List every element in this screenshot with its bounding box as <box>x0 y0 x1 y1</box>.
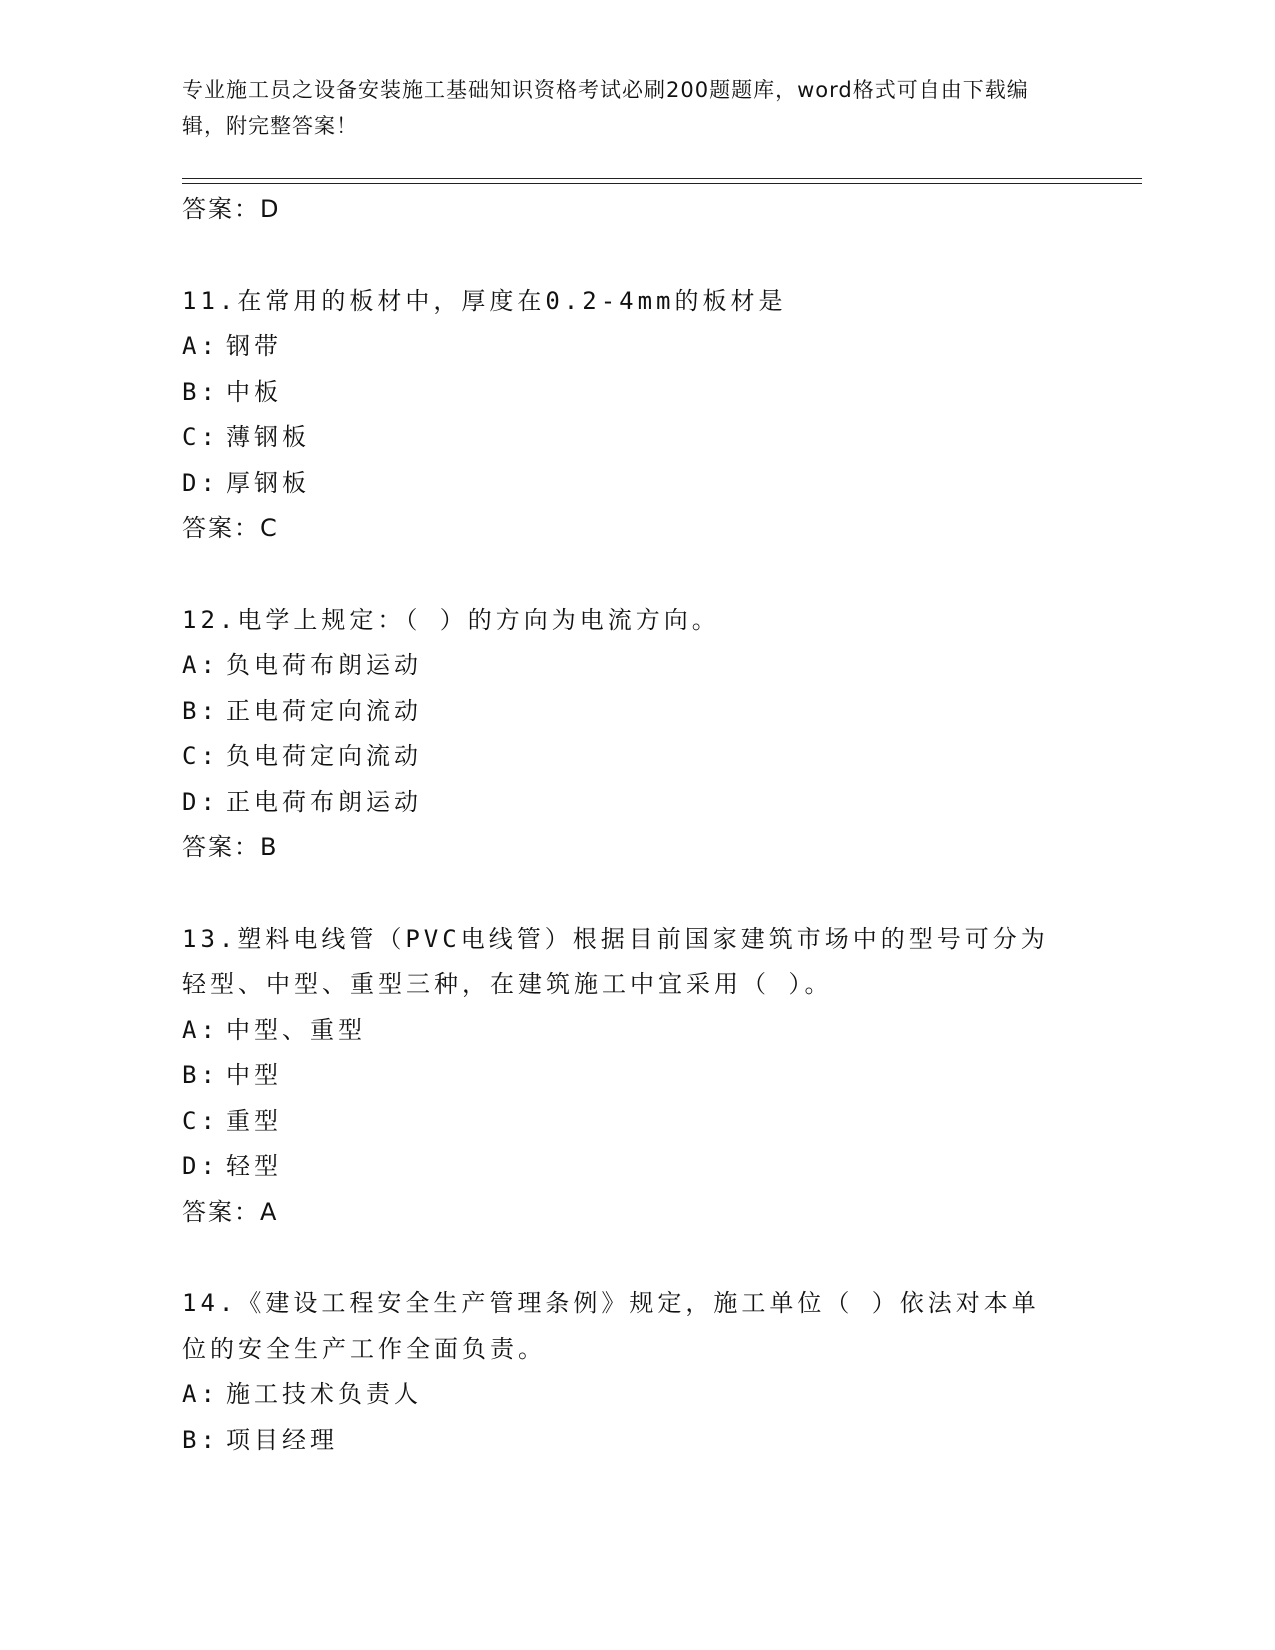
option-text: 重型 <box>226 1106 282 1135</box>
header-divider-bottom <box>182 183 1142 184</box>
option-text: 中板 <box>226 377 282 406</box>
question-14-continued: 位的安全生产工作全面负责。 <box>182 1334 546 1363</box>
question-12-answer: 答案：B <box>182 833 279 861</box>
answer-prev: 答案：D <box>182 195 281 223</box>
option-text: 正电荷定向流动 <box>226 696 422 725</box>
question-11-option-b <box>182 370 1082 416</box>
option-text: 负电荷布朗运动 <box>226 651 422 679</box>
option-text: 厚钢板 <box>226 468 310 497</box>
question-14-option-b <box>182 1418 1082 1464</box>
question-12-option-c <box>182 734 1082 780</box>
question-12-option-a <box>182 643 1082 689</box>
option-text: 负电荷定向流动 <box>226 742 422 770</box>
option-text: 中型 <box>226 1061 282 1089</box>
option-text: 轻型 <box>226 1152 282 1180</box>
option-text: 项目经理 <box>226 1425 338 1454</box>
option-label: B: <box>182 696 219 725</box>
question-12-option-d <box>182 780 1082 826</box>
question-14: 14.《建设工程安全生产管理条例》规定，施工单位（ ）依法对本单 <box>182 1289 1040 1317</box>
option-label: A: <box>182 1015 219 1044</box>
header-divider-top <box>182 178 1142 179</box>
question-12: 12.电学上规定：（ ）的方向为电流方向。 <box>182 605 720 634</box>
option-label: C: <box>182 742 219 770</box>
option-label: A: <box>182 651 219 679</box>
question-13-option-d <box>182 1144 1082 1190</box>
question-11-option-c <box>182 415 1082 461</box>
question-13-continued: 轻型、中型、重型三种，在建筑施工中宜采用（ ）。 <box>182 970 833 998</box>
option-label: A: <box>182 332 219 360</box>
question-13-option-c <box>182 1099 1082 1145</box>
question-11-option-d <box>182 461 1082 507</box>
option-label: D: <box>182 468 219 497</box>
option-label: D: <box>182 1152 219 1180</box>
document-header: 专业施工员之设备安装施工基础知识资格考试必刷200题题库，word格式可自由下载编辑，附完整答案！ <box>182 78 1029 138</box>
option-label: C: <box>182 423 219 451</box>
option-label: A: <box>182 1380 219 1408</box>
question-11-option-a <box>182 324 1082 370</box>
option-text: 施工技术负责人 <box>226 1380 422 1408</box>
option-label: B: <box>182 377 219 406</box>
question-list <box>182 187 1082 1463</box>
option-text: 钢带 <box>226 332 282 360</box>
question-11: 11.在常用的板材中，厚度在0.2-4mm的板材是 <box>182 286 787 315</box>
option-text: 薄钢板 <box>226 423 310 451</box>
option-label: C: <box>182 1106 219 1135</box>
question-11-answer: 答案：C <box>182 514 279 542</box>
option-label: B: <box>182 1425 219 1454</box>
question-12-option-b <box>182 689 1082 735</box>
question-13-answer: 答案：A <box>182 1197 279 1226</box>
question-13-option-a <box>182 1008 1082 1054</box>
option-label: B: <box>182 1061 219 1089</box>
option-label: D: <box>182 787 219 816</box>
question-13: 13.塑料电线管（PVC电线管）根据目前国家建筑市场中的型号可分为 <box>182 924 1049 953</box>
question-13-option-b <box>182 1053 1082 1099</box>
question-14-option-a <box>182 1372 1082 1418</box>
option-text: 中型、重型 <box>226 1015 366 1044</box>
option-text: 正电荷布朗运动 <box>226 787 422 816</box>
